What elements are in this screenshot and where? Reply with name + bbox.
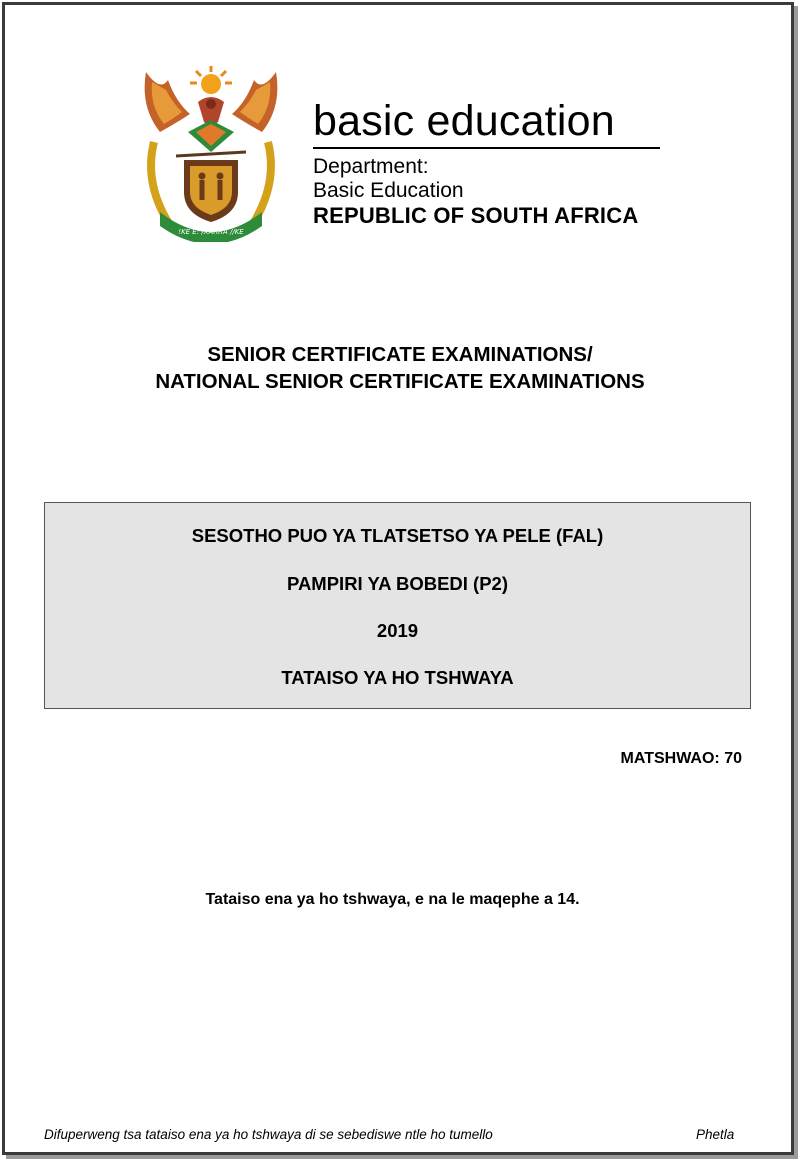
brand-name: basic education — [313, 97, 615, 145]
exam-title-line2: NATIONAL SENIOR CERTIFICATE EXAMINATIONS — [155, 370, 645, 393]
document-type: TATAISO YA HO TSHWAYA — [281, 667, 514, 688]
exam-title — [0, 341, 800, 395]
paper-label: PAMPIRI YA BOBEDI (P2) — [286, 573, 508, 594]
sun-icon — [190, 66, 232, 94]
exam-title-line1: SENIOR CERTIFICATE EXAMINATIONS/ — [207, 343, 593, 366]
department-branding — [313, 96, 663, 229]
department-label: Department: — [313, 155, 429, 178]
copyright-footer: Difuperweng tsa tataiso ena ya ho tshwaya di se sebediswe ntle ho tumello — [44, 1127, 493, 1142]
subject-box — [44, 502, 751, 709]
republic-name: REPUBLIC OF SOUTH AFRICA — [313, 203, 639, 228]
coat-of-arms-logo — [138, 62, 284, 242]
brand-underline — [313, 147, 660, 149]
total-marks: MATSHWAO: 70 — [620, 750, 742, 767]
department-name: Basic Education — [313, 179, 464, 202]
crest-motto: !KE E: /XARRA //KE — [178, 228, 244, 236]
exam-year: 2019 — [376, 620, 419, 641]
subject-title: SESOTHO PUO YA TLATSETSO YA PELE (FAL) — [191, 525, 604, 546]
turn-over-footer: Phetla — [696, 1127, 735, 1142]
page-count-note: Tataiso ena ya ho tshwaya, e na le maqephe a 14. — [205, 891, 580, 908]
